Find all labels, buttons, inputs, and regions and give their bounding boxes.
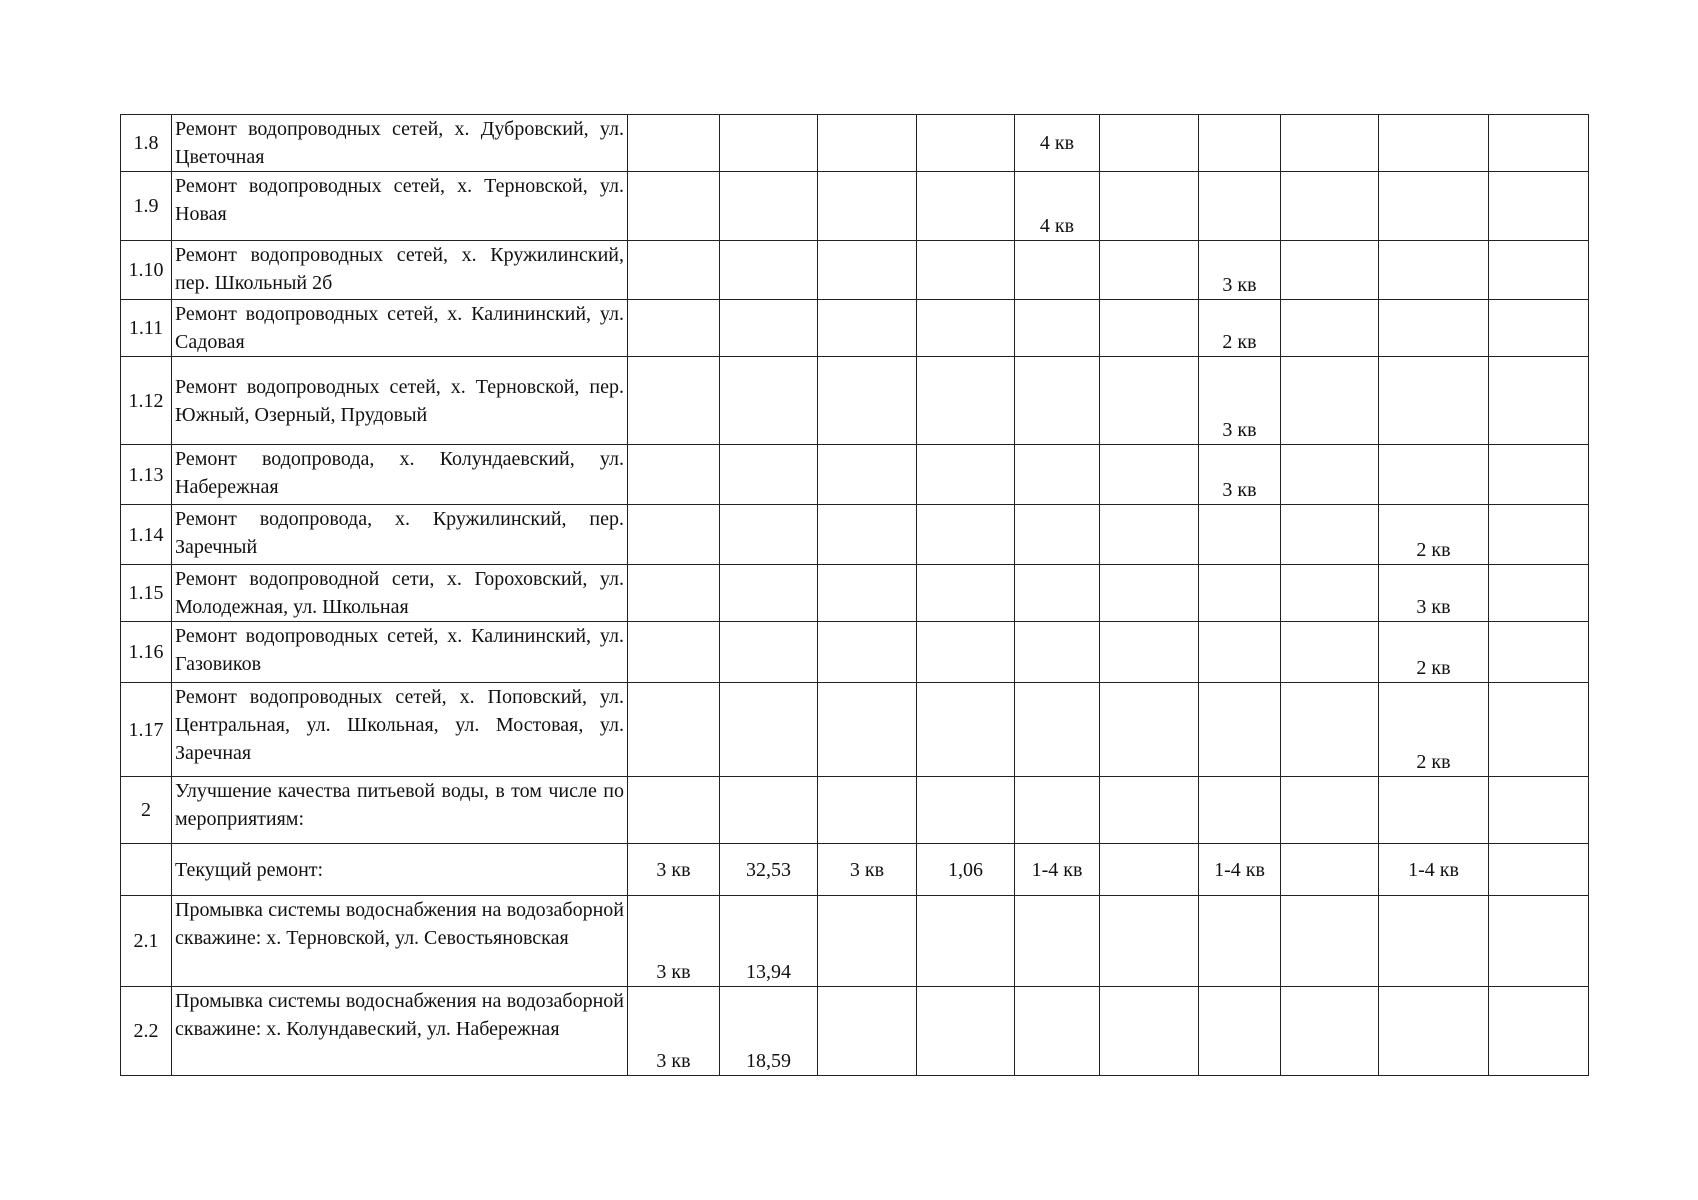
cell-c8 xyxy=(1281,172,1379,241)
cell-c4 xyxy=(917,357,1015,445)
cell-c8 xyxy=(1281,987,1379,1076)
cell-c4 xyxy=(917,505,1015,565)
cell-c7 xyxy=(1199,777,1281,844)
cell-c8 xyxy=(1281,844,1379,896)
cell-c2: 18,59 xyxy=(720,987,818,1076)
cell-c9: 2 кв xyxy=(1379,683,1489,777)
cell-c1: 3 кв xyxy=(628,844,720,896)
cell-c3 xyxy=(818,300,917,357)
cell-c8 xyxy=(1281,357,1379,445)
cell-c8 xyxy=(1281,777,1379,844)
row-description: Ремонт водопроводной сети, х. Гороховский, ул. Молодежная, ул. Школьная xyxy=(172,565,628,622)
cell-c10 xyxy=(1489,505,1589,565)
cell-c4 xyxy=(917,445,1015,505)
cell-c9 xyxy=(1379,987,1489,1076)
cell-c9 xyxy=(1379,300,1489,357)
cell-c1 xyxy=(628,300,720,357)
cell-c9 xyxy=(1379,241,1489,300)
cell-c10 xyxy=(1489,844,1589,896)
cell-c4 xyxy=(917,115,1015,172)
cell-c8 xyxy=(1281,683,1379,777)
cell-c1 xyxy=(628,241,720,300)
cell-c1 xyxy=(628,777,720,844)
cell-c7 xyxy=(1199,115,1281,172)
cell-c3: 3 кв xyxy=(818,844,917,896)
cell-c4 xyxy=(917,896,1015,987)
row-number: 1.17 xyxy=(121,683,172,777)
cell-c7 xyxy=(1199,896,1281,987)
cell-c7 xyxy=(1199,172,1281,241)
table-row xyxy=(121,844,1589,896)
table-row xyxy=(121,241,1589,300)
cell-c3 xyxy=(818,172,917,241)
cell-c3 xyxy=(818,987,917,1076)
cell-c10 xyxy=(1489,445,1589,505)
cell-c9 xyxy=(1379,445,1489,505)
cell-c7: 3 кв xyxy=(1199,445,1281,505)
cell-c3 xyxy=(818,357,917,445)
cell-c2: 13,94 xyxy=(720,896,818,987)
cell-c7 xyxy=(1199,622,1281,683)
cell-c9: 2 кв xyxy=(1379,505,1489,565)
row-description: Ремонт водопровода, х. Колундаевский, ул. Набережная xyxy=(172,445,628,505)
cell-c6 xyxy=(1100,241,1199,300)
cell-c9: 1-4 кв xyxy=(1379,844,1489,896)
table-row xyxy=(121,357,1589,445)
cell-c5 xyxy=(1015,683,1100,777)
cell-c3 xyxy=(818,445,917,505)
row-description: Ремонт водопроводных сетей, х. Кружилинский, пер. Школьный 2б xyxy=(172,241,628,300)
cell-c4 xyxy=(917,241,1015,300)
cell-c3 xyxy=(818,683,917,777)
cell-c4 xyxy=(917,172,1015,241)
cell-c1 xyxy=(628,622,720,683)
row-description: Улучшение качества питьевой воды, в том числе по мероприятиям: xyxy=(172,777,628,844)
cell-c8 xyxy=(1281,622,1379,683)
work-plan-table xyxy=(120,114,1589,1076)
table-row xyxy=(121,300,1589,357)
row-description: Ремонт водопроводных сетей, х. Терновской, пер. Южный, Озерный, Прудовый xyxy=(172,357,628,445)
cell-c2 xyxy=(720,777,818,844)
row-number: 1.15 xyxy=(121,565,172,622)
table-row xyxy=(121,622,1589,683)
row-description: Ремонт водопровода, х. Кружилинский, пер. Заречный xyxy=(172,505,628,565)
cell-c1 xyxy=(628,505,720,565)
row-description: Ремонт водопроводных сетей, х. Дубровский, ул. Цветочная xyxy=(172,115,628,172)
cell-c4 xyxy=(917,622,1015,683)
cell-c4 xyxy=(917,565,1015,622)
cell-c1 xyxy=(628,565,720,622)
cell-c6 xyxy=(1100,987,1199,1076)
cell-c1 xyxy=(628,683,720,777)
cell-c4 xyxy=(917,777,1015,844)
cell-c9 xyxy=(1379,777,1489,844)
row-number: 1.9 xyxy=(121,172,172,241)
cell-c10 xyxy=(1489,300,1589,357)
cell-c8 xyxy=(1281,241,1379,300)
cell-c6 xyxy=(1100,300,1199,357)
cell-c6 xyxy=(1100,115,1199,172)
cell-c4 xyxy=(917,300,1015,357)
cell-c2 xyxy=(720,565,818,622)
table-row xyxy=(121,896,1589,987)
cell-c10 xyxy=(1489,777,1589,844)
cell-c10 xyxy=(1489,241,1589,300)
cell-c5 xyxy=(1015,445,1100,505)
cell-c5 xyxy=(1015,357,1100,445)
table-row xyxy=(121,987,1589,1076)
row-number: 1.14 xyxy=(121,505,172,565)
row-number: 2 xyxy=(121,777,172,844)
cell-c10 xyxy=(1489,622,1589,683)
table-row xyxy=(121,172,1589,241)
cell-c2 xyxy=(720,683,818,777)
cell-c8 xyxy=(1281,445,1379,505)
cell-c6 xyxy=(1100,357,1199,445)
row-number: 2.2 xyxy=(121,987,172,1076)
cell-c7: 3 кв xyxy=(1199,241,1281,300)
row-number: 1.13 xyxy=(121,445,172,505)
row-description: Ремонт водопроводных сетей, х. Поповский, ул. Центральная, ул. Школьная, ул. Мостовая, ул. Заречная xyxy=(172,683,628,777)
cell-c10 xyxy=(1489,896,1589,987)
cell-c2 xyxy=(720,300,818,357)
cell-c1: 3 кв xyxy=(628,896,720,987)
row-number: 1.12 xyxy=(121,357,172,445)
row-description: Ремонт водопроводных сетей, х. Терновской, ул. Новая xyxy=(172,172,628,241)
cell-c3 xyxy=(818,115,917,172)
table-row xyxy=(121,565,1589,622)
cell-c9 xyxy=(1379,896,1489,987)
table-row xyxy=(121,115,1589,172)
cell-c3 xyxy=(818,241,917,300)
table-row xyxy=(121,777,1589,844)
cell-c5: 4 кв xyxy=(1015,172,1100,241)
cell-c7: 1-4 кв xyxy=(1199,844,1281,896)
cell-c9 xyxy=(1379,115,1489,172)
cell-c5: 1-4 кв xyxy=(1015,844,1100,896)
cell-c5 xyxy=(1015,777,1100,844)
cell-c4 xyxy=(917,683,1015,777)
cell-c6 xyxy=(1100,445,1199,505)
row-description: Промывка системы водоснабжения на водозаборной скважине: х. Терновской, ул. Севостьяновская xyxy=(172,896,628,987)
cell-c10 xyxy=(1489,115,1589,172)
row-number: 1.16 xyxy=(121,622,172,683)
table-row xyxy=(121,683,1589,777)
cell-c4: 1,06 xyxy=(917,844,1015,896)
row-number: 1.8 xyxy=(121,115,172,172)
row-number: 1.10 xyxy=(121,241,172,300)
cell-c1 xyxy=(628,357,720,445)
row-number xyxy=(121,844,172,896)
cell-c9: 3 кв xyxy=(1379,565,1489,622)
cell-c9 xyxy=(1379,357,1489,445)
cell-c6 xyxy=(1100,896,1199,987)
cell-c6 xyxy=(1100,622,1199,683)
cell-c1 xyxy=(628,445,720,505)
cell-c3 xyxy=(818,565,917,622)
table-row xyxy=(121,505,1589,565)
cell-c2 xyxy=(720,505,818,565)
cell-c7 xyxy=(1199,565,1281,622)
cell-c5 xyxy=(1015,987,1100,1076)
cell-c5 xyxy=(1015,565,1100,622)
cell-c7: 2 кв xyxy=(1199,300,1281,357)
cell-c8 xyxy=(1281,115,1379,172)
cell-c5 xyxy=(1015,622,1100,683)
cell-c2 xyxy=(720,445,818,505)
cell-c10 xyxy=(1489,683,1589,777)
cell-c6 xyxy=(1100,565,1199,622)
cell-c2 xyxy=(720,241,818,300)
cell-c6 xyxy=(1100,844,1199,896)
cell-c3 xyxy=(818,622,917,683)
cell-c2 xyxy=(720,622,818,683)
cell-c1: 3 кв xyxy=(628,987,720,1076)
table-row xyxy=(121,445,1589,505)
cell-c5 xyxy=(1015,505,1100,565)
cell-c5 xyxy=(1015,896,1100,987)
cell-c10 xyxy=(1489,357,1589,445)
row-number: 1.11 xyxy=(121,300,172,357)
cell-c6 xyxy=(1100,172,1199,241)
row-number: 2.1 xyxy=(121,896,172,987)
row-description: Текущий ремонт: xyxy=(172,844,628,896)
cell-c10 xyxy=(1489,565,1589,622)
cell-c7 xyxy=(1199,987,1281,1076)
cell-c5: 4 кв xyxy=(1015,115,1100,172)
cell-c9 xyxy=(1379,172,1489,241)
cell-c1 xyxy=(628,115,720,172)
cell-c3 xyxy=(818,505,917,565)
cell-c8 xyxy=(1281,565,1379,622)
cell-c8 xyxy=(1281,505,1379,565)
cell-c4 xyxy=(917,987,1015,1076)
cell-c10 xyxy=(1489,987,1589,1076)
cell-c10 xyxy=(1489,172,1589,241)
cell-c8 xyxy=(1281,300,1379,357)
cell-c2: 32,53 xyxy=(720,844,818,896)
cell-c2 xyxy=(720,357,818,445)
cell-c5 xyxy=(1015,300,1100,357)
cell-c3 xyxy=(818,896,917,987)
cell-c6 xyxy=(1100,777,1199,844)
cell-c9: 2 кв xyxy=(1379,622,1489,683)
cell-c8 xyxy=(1281,896,1379,987)
cell-c6 xyxy=(1100,505,1199,565)
cell-c6 xyxy=(1100,683,1199,777)
cell-c3 xyxy=(818,777,917,844)
cell-c7: 3 кв xyxy=(1199,357,1281,445)
cell-c5 xyxy=(1015,241,1100,300)
row-description: Ремонт водопроводных сетей, х. Калининский, ул. Садовая xyxy=(172,300,628,357)
row-description: Ремонт водопроводных сетей, х. Калининский, ул. Газовиков xyxy=(172,622,628,683)
row-description: Промывка системы водоснабжения на водозаборной скважине: х. Колундавеский, ул. Набережная xyxy=(172,987,628,1076)
cell-c2 xyxy=(720,172,818,241)
cell-c2 xyxy=(720,115,818,172)
cell-c7 xyxy=(1199,505,1281,565)
cell-c7 xyxy=(1199,683,1281,777)
cell-c1 xyxy=(628,172,720,241)
